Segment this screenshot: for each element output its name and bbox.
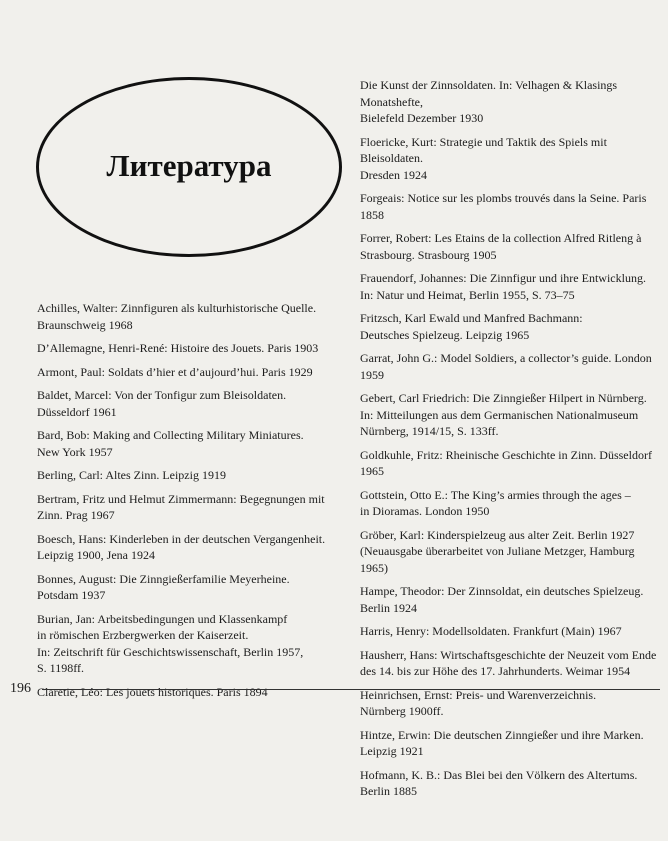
bibliography-entry: Boesch, Hans: Kinderleben in der deutschen Vergangenheit. Leipzig 1900, Jena 1924 bbox=[37, 531, 326, 562]
bibliography-entry: Bertram, Fritz und Helmut Zimmermann: Begegnungen mit Zinn. Prag 1967 bbox=[37, 491, 325, 522]
bibliography-entry: Harris, Henry: Modellsoldaten. Frankfurt (Main) 1967 bbox=[360, 624, 622, 638]
bibliography-entry: Goldkuhle, Fritz: Rheinische Geschichte in Zinn. Düsseldorf 1965 bbox=[360, 447, 652, 478]
bibliography-entry: Hampe, Theodor: Der Zinnsoldat, ein deutsches Spielzeug. Berlin 1924 bbox=[360, 584, 644, 615]
bibliography-entry: Frauendorf, Johannes: Die Zinnfigur und ihre Entwicklung. In: Natur und Heimat, Berlin 1955, S. 73–75 bbox=[360, 271, 646, 302]
bibliography-entry: Floericke, Kurt: Strategie und Taktik des Spiels mit Bleisoldaten. Dresden 1924 bbox=[360, 134, 607, 182]
page-number: 196 bbox=[10, 681, 31, 696]
bibliography-entry: Gröber, Karl: Kinderspielzeug aus alter Zeit. Berlin 1927 (Neuausgabe überarbeitet von Juliane Metzger, Hamburg 1965) bbox=[360, 527, 635, 575]
bibliography-entry: Armont, Paul: Soldats d’hier et d’aujourd’hui. Paris 1929 bbox=[37, 364, 313, 379]
page-title: Литература bbox=[106, 148, 272, 183]
bibliography-left-column bbox=[37, 300, 337, 707]
bibliography-entry: Baldet, Marcel: Von der Tonfigur zum Bleisoldaten. Düsseldorf 1961 bbox=[37, 388, 287, 419]
footer-rule bbox=[42, 689, 660, 690]
bibliography-entry: Forgeais: Notice sur les plombs trouvés dans la Seine. Paris 1858 bbox=[360, 191, 647, 222]
bibliography-entry: Gottstein, Otto E.: The King’s armies through the ages – in Dioramas. London 1950 bbox=[360, 487, 631, 518]
bibliography-entry: Gebert, Carl Friedrich: Die Zinngießer Hilpert in Nürnberg. In: Mitteilungen aus dem Germanischen Nationalmuseum Nürnberg, 1914/15, S. 133ff. bbox=[360, 391, 647, 438]
bibliography-entry: Hofmann, K. B.: Das Blei bei den Völkern des Altertums. Berlin 1885 bbox=[360, 767, 638, 798]
bibliography-entry: Burian, Jan: Arbeitsbedingungen und Klassenkampf in römischen Erzbergwerken der Kaiserzeit. In: Zeitschrift für Geschichtswissenschaft, Berlin 1957, S. 1198ff. bbox=[37, 611, 304, 675]
bibliography-entry: Bard, Bob: Making and Collecting Military Miniatures. New York 1957 bbox=[37, 428, 304, 459]
bibliography-entry: Claretie, Léo: Les jouets historiques. Paris 1894 bbox=[37, 684, 268, 699]
bibliography-entry: Berling, Carl: Altes Zinn. Leipzig 1919 bbox=[37, 468, 226, 482]
bibliography-entry: Hausherr, Hans: Wirtschaftsgeschichte der Neuzeit vom Ende des 14. bis zur Höhe des 17. Jahrhunderts. Weimar 1954 bbox=[360, 647, 657, 678]
bibliography-entry: Garrat, John G.: Model Soldiers, a collector’s guide. London 1959 bbox=[360, 351, 652, 382]
bibliography-entry: Hintze, Erwin: Die deutschen Zinngießer und ihre Marken. Leipzig 1921 bbox=[360, 727, 644, 758]
bibliography-entry: Fritzsch, Karl Ewald und Manfred Bachmann: Deutsches Spielzeug. Leipzig 1965 bbox=[360, 311, 583, 342]
page-footer bbox=[10, 679, 660, 699]
bibliography-entry: Bonnes, August: Die Zinngießerfamilie Meyerheine. Potsdam 1937 bbox=[37, 571, 290, 602]
bibliography-entry: D’Allemagne, Henri-René: Histoire des Jouets. Paris 1903 bbox=[37, 341, 319, 355]
bibliography-entry: Die Kunst der Zinnsoldaten. In: Velhagen & Klasings Monatshefte, Bielefeld Dezember 1930 bbox=[360, 78, 618, 125]
bibliography-entry: Heinrichsen, Ernst: Preis- und Warenverzeichnis. Nürnberg 1900ff. bbox=[360, 687, 597, 718]
bibliography-entry: Forrer, Robert: Les Etains de la collection Alfred Ritleng à Strasbourg. Strasbourg 1905 bbox=[360, 231, 642, 262]
bibliography-entry: Achilles, Walter: Zinnfiguren als kulturhistorische Quelle. Braunschweig 1968 bbox=[37, 301, 317, 332]
